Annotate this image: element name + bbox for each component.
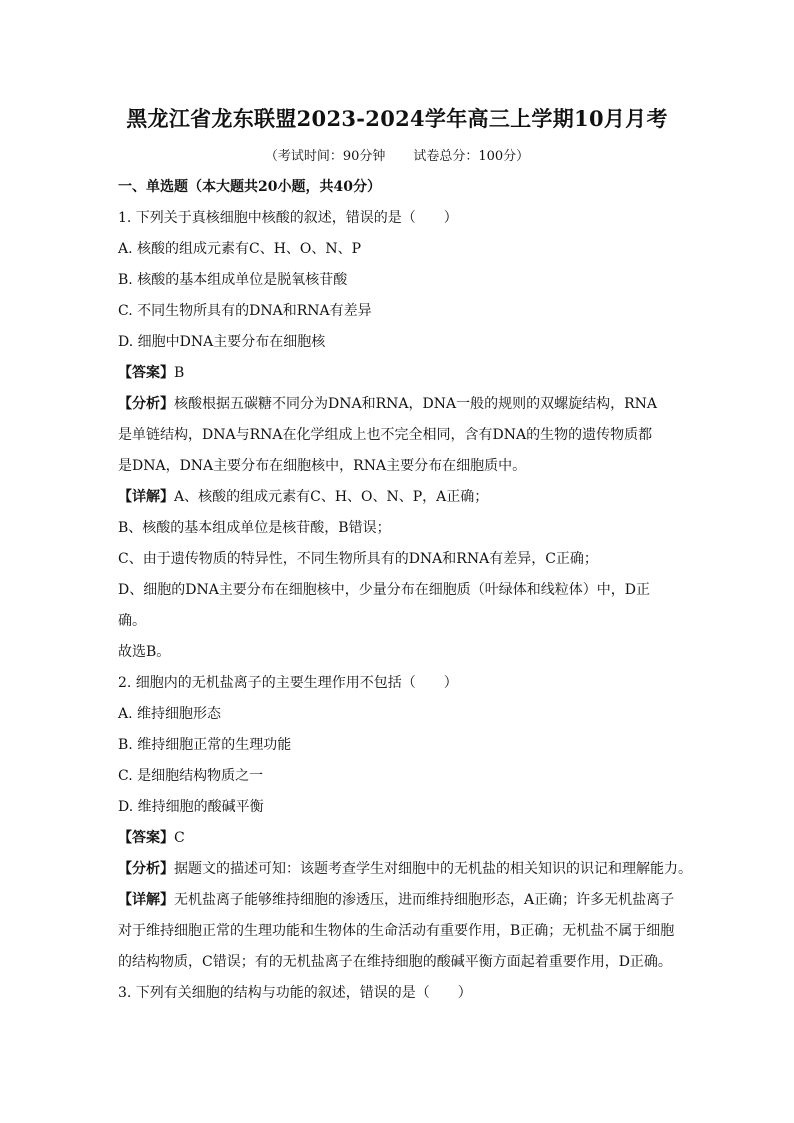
q1-conclusion: 故选B。 xyxy=(118,644,171,660)
q2-option-a: A. 维持细胞形态 xyxy=(118,706,222,722)
analysis-tag: 【分析】 xyxy=(118,396,174,412)
q1-detail-line-1: 【详解】A、核酸的组成元素有C、H、O、N、P，A正确； xyxy=(118,489,489,505)
q1-option-a: A. 核酸的组成元素有C、H、O、N、P xyxy=(118,241,362,257)
q1-analysis-line-2: 是单链结构，DNA与RNA在化学组成上也不完全相同，含有DNA的生物的遗传物质都 xyxy=(118,427,653,443)
q1-detail-line-3: C、由于遗传物质的特异性，不同生物所具有的DNA和RNA有差异，C正确； xyxy=(118,551,598,567)
q2-stem: 2. 细胞内的无机盐离子的主要生理作用不包括（ ） xyxy=(118,675,458,691)
q2-detail-line-2: 对于维持细胞正常的生理功能和生物体的生命活动有重要作用，B正确；无机盐不属于细胞 xyxy=(118,923,675,939)
exam-info xyxy=(0,145,794,164)
q1-detail-line-4: D、细胞的DNA主要分布在细胞核中，少量分布在细胞质（叶绿体和线粒体）中，D正 xyxy=(118,582,651,598)
q1-detail-line-2: B、核酸的基本组成单位是核苷酸，B错误； xyxy=(118,520,391,536)
answer-tag: 【答案】 xyxy=(118,830,174,846)
q2-detail-line-3: 的结构物质，C错误；有的无机盐离子在维持细胞的酸碱平衡方面起着重要作用，D正确。 xyxy=(118,954,672,970)
q2-answer xyxy=(118,829,185,847)
exam-time: （考试时间：90分钟 xyxy=(264,149,386,164)
answer-value: C xyxy=(174,830,185,846)
answer-value: B xyxy=(174,365,185,381)
q2-option-b: B. 维持细胞正常的生理功能 xyxy=(118,737,292,753)
q1-stem: 1. 下列关于真核细胞中核酸的叙述，错误的是（ ） xyxy=(118,210,458,226)
detail-tag: 【详解】 xyxy=(118,892,174,908)
q1-option-c: C. 不同生物所具有的DNA和RNA有差异 xyxy=(118,303,372,319)
page-title: 黑龙江省龙东联盟2023-2024学年高三上学期10月月考 xyxy=(126,106,668,131)
q1-option-d: D. 细胞中DNA主要分布在细胞核 xyxy=(118,334,326,350)
q1-detail-line-5: 确。 xyxy=(118,613,146,629)
q1-answer xyxy=(118,364,184,382)
q2-option-c: C. 是细胞结构物质之一 xyxy=(118,768,264,784)
section-heading: 一、单选题（本大题共20小题，共40分） xyxy=(118,179,381,195)
q1-option-b: B. 核酸的基本组成单位是脱氧核苷酸 xyxy=(118,272,348,288)
total-score: 试卷总分：100分） xyxy=(413,149,530,164)
detail-tag: 【详解】 xyxy=(118,489,174,505)
q1-analysis-line-1: 【分析】核酸根据五碳糖不同分为DNA和RNA，DNA一般的规则的双螺旋结构，RNA xyxy=(118,396,657,412)
q3-stem: 3. 下列有关细胞的结构与功能的叙述，错误的是（ ） xyxy=(118,985,472,1001)
q2-detail-line-1: 【详解】无机盐离子能够维持细胞的渗透压，进而维持细胞形态，A正确；许多无机盐离子 xyxy=(118,892,675,908)
q2-analysis-line-1: 【分析】据题文的描述可知：该题考查学生对细胞中的无机盐的相关知识的识记和理解能力。 xyxy=(118,861,692,877)
q2-option-d: D. 维持细胞的酸碱平衡 xyxy=(118,799,264,815)
answer-tag: 【答案】 xyxy=(118,365,174,381)
q1-analysis-line-3: 是DNA，DNA主要分布在细胞核中，RNA主要分布在细胞质中。 xyxy=(118,458,527,474)
analysis-tag: 【分析】 xyxy=(118,861,174,877)
